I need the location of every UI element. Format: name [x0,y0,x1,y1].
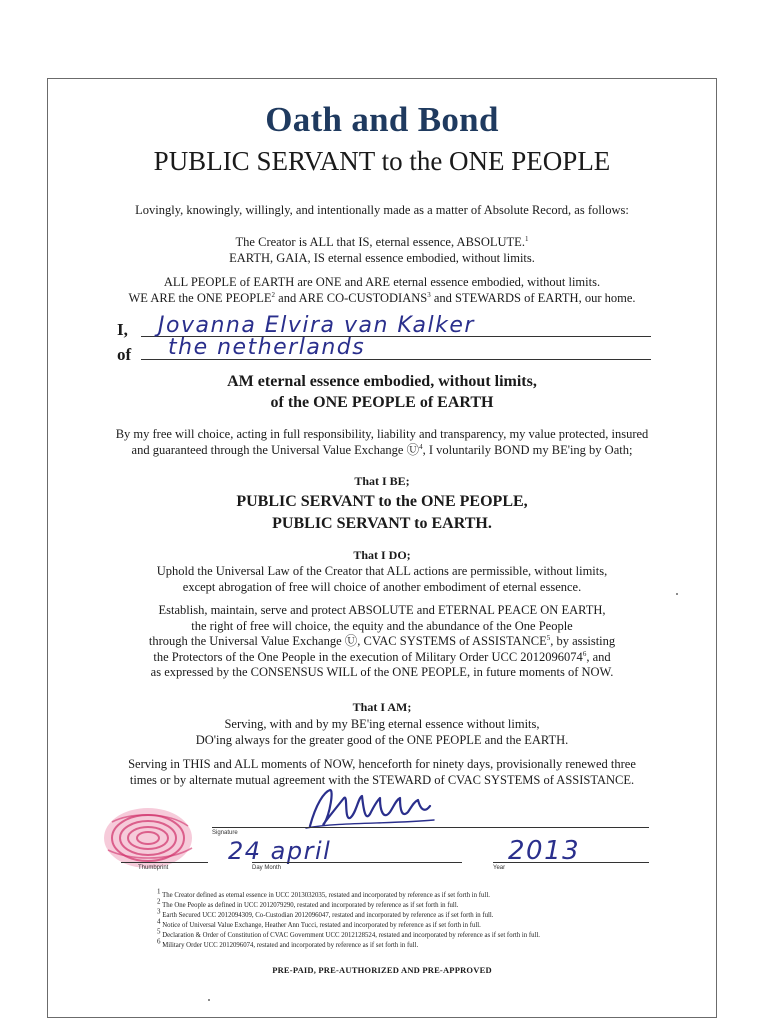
that-i-do-heading: That I DO; [353,548,411,562]
universal-value-symbol-2: Ⓤ [344,634,358,648]
uphold-line-2: except abrogation of free will choice of another embodiment of eternal essence. [182,579,582,594]
establish-paragraph [47,603,717,681]
serving-paragraph [47,717,717,748]
thumbprint-label: Thumbprint [138,865,169,871]
term-line-1: Serving in THIS and ALL moments of NOW, henceforth for ninety days, provisionally renewed three [128,757,636,771]
bond-line-2b: , I voluntarily BOND my BE'ing by Oath; [422,442,633,457]
establish-line-3a: through the Universal Value Exchange [148,634,345,648]
page-title: Oath and Bond [265,100,499,139]
i-label: I, [117,320,128,339]
be-line-2: PUBLIC SERVANT to EARTH. [272,515,492,532]
serving-line-1: Serving, with and by my BE'ing eternal essence without limits, [224,717,540,731]
date-field-value[interactable]: 24 april [228,837,332,865]
establish-line-3c: , by assisting [550,634,616,648]
name-field-value[interactable]: Jovanna Elvira van Kalker [158,313,475,338]
be-heading [47,491,717,535]
creator-paragraph [47,235,717,266]
creator-line-2: EARTH, GAIA, IS eternal essence embodied, without limits. [229,250,535,265]
serving-line-2: DO'ing always for the greater good of the ONE PEOPLE and the EARTH. [195,732,569,747]
people-paragraph [47,275,717,306]
year-field-line[interactable] [493,862,649,863]
footnote-ref-5: 5 [546,633,551,642]
of-label: of [117,345,132,364]
footnote-item: 5 Declaration & Order of Constitution of CVAC Government UCC 2012128524, restated and incorporated by reference as if set forth in full. [157,927,540,939]
footnote-item: 3 Earth Secured UCC 2012094309, Co-Custodian 2012096047, restated and incorporated by reference as if set forth in full. [157,907,494,919]
be-line-1: PUBLIC SERVANT to the ONE PEOPLE, [236,493,528,510]
year-field-value[interactable]: 2013 [508,836,581,866]
footnote-ref-1: 1 [524,234,529,243]
bond-line-2a: and guaranteed through the Universal Value Exchange [131,442,407,457]
establish-line-5: as expressed by the CONSENSUS WILL of the ONE PEOPLE, in future moments of NOW. [150,665,614,679]
footnote-item: 4 Notice of Universal Value Exchange, Heather Ann Tucci, restated and incorporated by reference as if set forth in full. [157,917,481,929]
uphold-paragraph [47,564,717,595]
universal-value-symbol: Ⓤ [406,442,420,457]
scan-speck [208,999,210,1001]
establish-line-4a: the Protectors of the One People in the execution of Military Order UCC 2012096074 [153,649,583,664]
people-line-1: ALL PEOPLE of EARTH are ONE and ARE eternal essence embodied, without limits. [163,275,601,289]
am-line-1: AM eternal essence embodied, without limits, [227,373,537,390]
footnotes [157,887,697,951]
date-field-line[interactable] [252,862,462,863]
signature-label: Signature [212,830,238,836]
country-field-value[interactable]: the netherlands [168,335,366,360]
establish-line-2: the right of free will choice, the equity and the abundance of the One People [191,618,573,633]
footnote-ref-2: 2 [271,290,276,299]
people-line-2a: WE ARE the ONE PEOPLE [128,290,272,305]
signature-line[interactable] [212,827,649,828]
footnote-ref-4: 4 [419,442,423,451]
establish-line-3b: , CVAC SYSTEMS of ASSISTANCE [357,634,547,648]
page-subtitle: PUBLIC SERVANT to the ONE PEOPLE [153,146,611,176]
people-line-2b: and ARE CO-CUSTODIANS [275,290,428,305]
bond-line-1: By my free will choice, acting in full responsibility, liability and transparency, my value protected, insured [115,427,649,441]
establish-line-1: Establish, maintain, serve and protect ABSOLUTE and ETERNAL PEACE ON EARTH, [158,603,606,617]
am-heading [47,371,717,413]
footnote-item: 2 The One People as defined in UCC 2012079290, restated and incorporated by reference as if set forth in full. [157,897,459,909]
year-label: Year [493,865,506,871]
that-i-am-heading: That I AM; [352,700,412,714]
term-line-2: times or by alternate mutual agreement with the STEWARD of CVAC SYSTEMS of ASSISTANCE. [129,772,635,787]
intro-text: Lovingly, knowingly, willingly, and intentionally made as a matter of Absolute Record, as follows: [135,203,629,217]
people-line-2c: and STEWARDS of EARTH, our home. [430,290,636,305]
footnote-ref-3: 3 [427,290,431,299]
footnote-item: 1 The Creator defined as eternal essence in UCC 2013032035, restated and incorporated by reference as if set forth in full. [157,887,490,899]
that-i-be-heading: That I BE; [354,474,410,488]
am-line-2: of the ONE PEOPLE of EARTH [270,394,494,411]
uphold-line-1: Uphold the Universal Law of the Creator that ALL actions are permissible, without limits, [156,564,608,578]
prepaid-notice: PRE-PAID, PRE-AUTHORIZED AND PRE-APPROVED [272,965,492,975]
thumbprint-line[interactable] [121,862,208,863]
daymonth-label: Day Month [252,865,282,871]
footnote-ref-6: 6 [582,649,587,658]
establish-line-4b: , and [586,649,611,664]
scan-speck [676,593,678,595]
creator-line-1: The Creator is ALL that IS, eternal essence, ABSOLUTE. [235,235,525,249]
footnote-item: 6 Military Order UCC 2012096074, restated and incorporated by reference as if set forth in full. [157,937,419,949]
bond-paragraph [47,427,717,458]
